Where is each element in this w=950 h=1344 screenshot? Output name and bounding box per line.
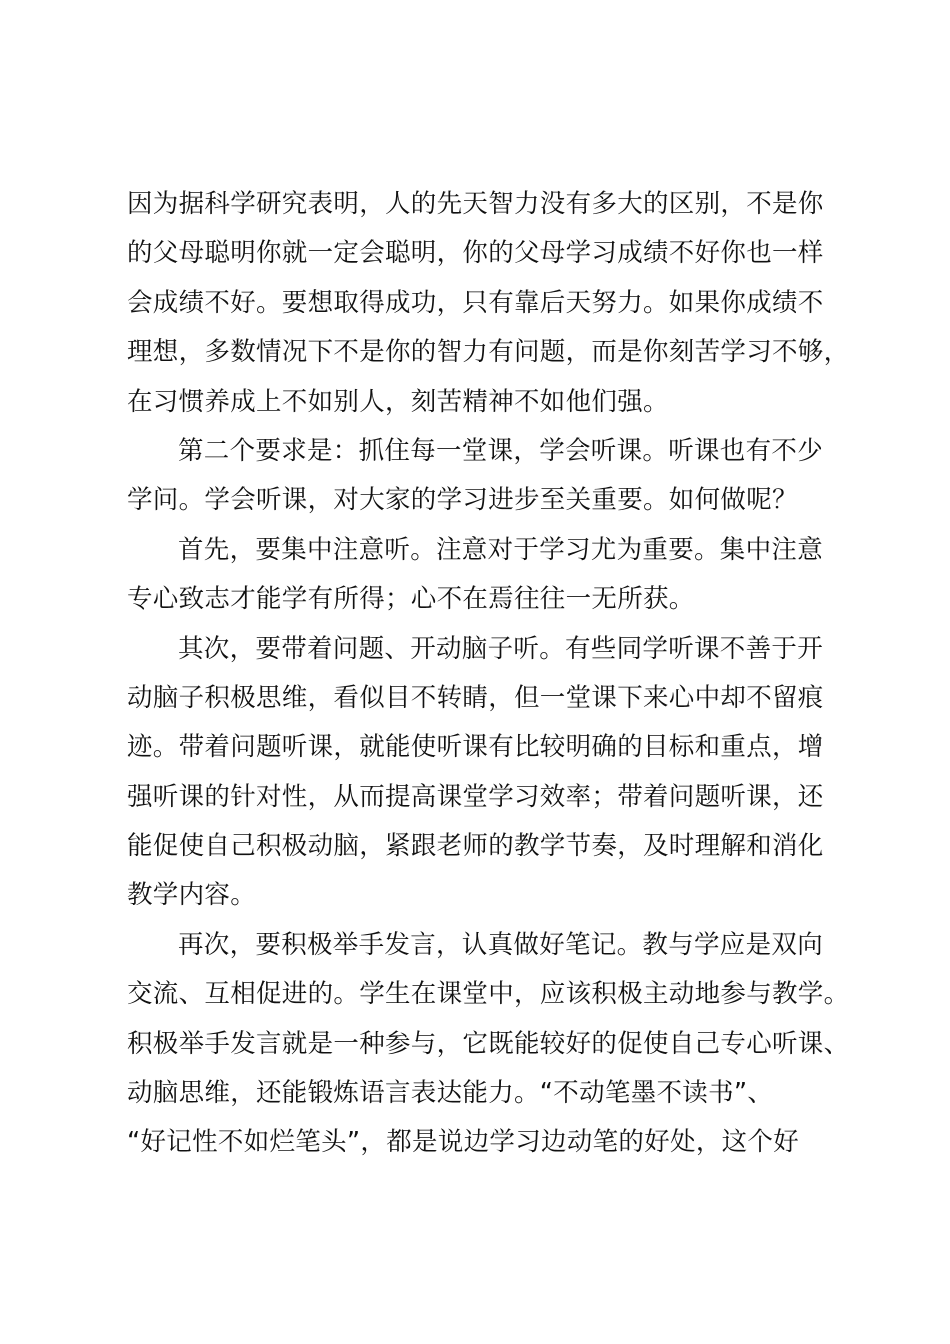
text-line: 积极举手发言就是一种参与，它既能较好的促使自己专心听课、 xyxy=(127,1028,850,1059)
text-line: 能促使自己积极动脑，紧跟老师的教学节奏，及时理解和消化 xyxy=(127,831,824,862)
text-line: 迹。带着问题听课，就能使听课有比较明确的目标和重点，增 xyxy=(127,732,824,763)
text-line: 强听课的针对性，从而提高课堂学习效率；带着问题听课，还 xyxy=(127,781,824,812)
text-line: 第二个要求是：抓住每一堂课，学会听课。听课也有不少 xyxy=(178,435,824,466)
paragraph xyxy=(127,427,847,526)
text-line: 在习惯养成上不如别人，刻苦精神不如他们强。 xyxy=(127,386,669,417)
text-line: 专心致志才能学有所得；心不在焉往往一无所获。 xyxy=(127,584,695,615)
text-line: 再次，要积极举手发言，认真做好笔记。教与学应是双向 xyxy=(178,929,824,960)
text-line: 动脑子积极思维，看似目不转睛，但一堂课下来心中却不留痕 xyxy=(127,682,824,713)
paragraph xyxy=(127,180,850,427)
paragraph xyxy=(127,625,847,921)
text-line: 动脑思维，还能锻炼语言表达能力。“不动笔墨不读书”、 xyxy=(127,1078,774,1109)
paragraph xyxy=(127,921,850,1168)
text-line: 会成绩不好。要想取得成功，只有靠后天努力。如果你成绩不 xyxy=(127,287,824,318)
text-line: 首先，要集中注意听。注意对于学习尤为重要。集中注意 xyxy=(178,534,824,565)
paragraph xyxy=(127,526,847,625)
text-line: 理想，多数情况下不是你的智力有问题，而是你刻苦学习不够， xyxy=(127,337,850,368)
text-line: 其次，要带着问题、开动脑子听。有些同学听课不善于开 xyxy=(178,633,824,664)
text-line: 因为据科学研究表明，人的先天智力没有多大的区别，不是你 xyxy=(127,189,824,219)
text-line: 的父母聪明你就一定会聪明，你的父母学习成绩不好你也一样 xyxy=(127,238,824,269)
text-line: 交流、互相促进的。学生在课堂中，应该积极主动地参与教学。 xyxy=(127,979,850,1010)
text-line: “好记性不如烂笔头”，都是说边学习边动笔的好处，这个好 xyxy=(127,1127,800,1158)
document-body xyxy=(127,180,850,1168)
text-line: 教学内容。 xyxy=(127,880,257,911)
text-line: 学问。学会听课，对大家的学习进步至关重要。如何做呢？ xyxy=(127,485,798,516)
